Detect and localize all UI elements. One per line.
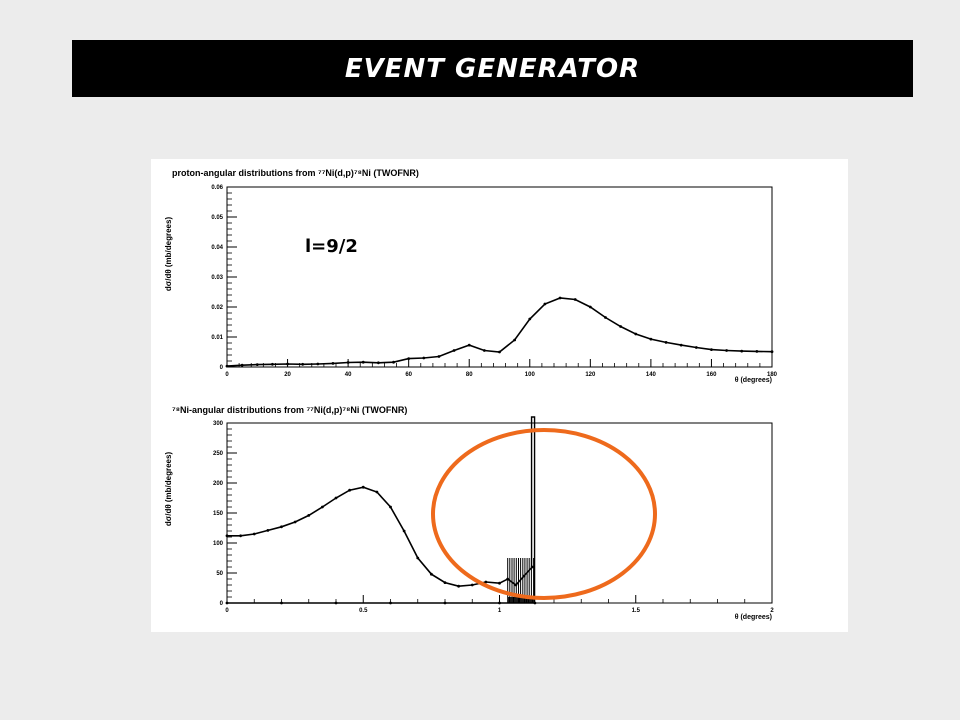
chart-panel-2 bbox=[164, 405, 774, 621]
data-point bbox=[740, 350, 743, 353]
data-point bbox=[444, 602, 447, 605]
x-tick-label: 60 bbox=[405, 372, 413, 378]
x-tick-label: 2 bbox=[770, 608, 774, 614]
data-point bbox=[301, 363, 304, 366]
data-point bbox=[403, 530, 406, 533]
data-point bbox=[271, 363, 274, 366]
data-point bbox=[226, 534, 229, 537]
y-tick-label: 150 bbox=[212, 511, 223, 517]
figure-panel bbox=[151, 159, 848, 632]
data-point bbox=[634, 333, 637, 336]
x-tick-label: 0 bbox=[225, 608, 229, 614]
chart-title: proton-angular distributions from ⁷⁷Ni(d,p)⁷⁸Ni (TWOFNR) bbox=[172, 168, 419, 178]
spin-annotation: l=9/2 bbox=[305, 236, 358, 257]
data-point bbox=[483, 349, 486, 352]
tall-spike bbox=[532, 417, 535, 603]
y-tick-label: 250 bbox=[212, 451, 223, 457]
plot-frame bbox=[227, 423, 772, 603]
data-point bbox=[407, 357, 410, 360]
data-point bbox=[226, 365, 229, 368]
x-tick-label: 1 bbox=[497, 608, 502, 614]
y-tick-label: 0 bbox=[219, 365, 223, 371]
chart-panel-1 bbox=[164, 168, 778, 384]
data-point bbox=[695, 346, 698, 349]
data-point bbox=[444, 581, 447, 584]
data-point bbox=[280, 602, 283, 605]
y-axis-label: dσ/dθ (mb/degrees) bbox=[164, 451, 173, 527]
data-point bbox=[528, 318, 531, 321]
data-point bbox=[430, 573, 433, 576]
x-tick-label: 0.5 bbox=[359, 608, 368, 614]
y-tick-label: 0.03 bbox=[211, 275, 223, 281]
data-point bbox=[665, 341, 668, 344]
data-point bbox=[422, 357, 425, 360]
x-axis-label: θ (degrees) bbox=[734, 614, 772, 621]
data-point bbox=[286, 363, 289, 366]
data-point bbox=[226, 602, 229, 605]
data-point bbox=[241, 364, 244, 367]
data-point bbox=[316, 363, 319, 366]
data-point bbox=[457, 585, 460, 588]
y-tick-label: 0.04 bbox=[211, 245, 223, 251]
data-point bbox=[471, 584, 474, 587]
y-tick-label: 300 bbox=[212, 421, 223, 427]
data-point bbox=[710, 348, 713, 351]
x-tick-label: 140 bbox=[645, 372, 656, 378]
data-point bbox=[619, 325, 622, 328]
data-point bbox=[377, 361, 380, 364]
data-point bbox=[604, 316, 607, 319]
chart-title: ⁷⁸Ni-angular distributions from ⁷⁷Ni(d,p)⁷⁸Ni (TWOFNR) bbox=[172, 405, 408, 415]
data-point bbox=[335, 602, 338, 605]
data-point bbox=[348, 489, 351, 492]
data-point bbox=[332, 362, 335, 365]
y-tick-label: 50 bbox=[216, 571, 223, 577]
x-tick-label: 1.5 bbox=[631, 608, 640, 614]
data-point bbox=[416, 557, 419, 560]
data-point bbox=[362, 361, 365, 364]
data-point bbox=[335, 497, 338, 500]
data-point bbox=[375, 491, 378, 494]
x-tick-label: 160 bbox=[706, 372, 717, 378]
x-tick-label: 20 bbox=[284, 372, 291, 378]
data-point bbox=[544, 303, 547, 306]
y-tick-label: 0 bbox=[219, 601, 223, 607]
data-point bbox=[307, 514, 310, 517]
slide-title: EVENT GENERATOR bbox=[344, 53, 641, 84]
data-point bbox=[321, 506, 324, 509]
data-series-line bbox=[227, 487, 532, 586]
x-axis-label: θ (degrees) bbox=[734, 377, 772, 384]
x-tick-label: 0 bbox=[225, 372, 229, 378]
data-series-line bbox=[227, 298, 772, 366]
data-point bbox=[771, 350, 774, 353]
data-point bbox=[589, 306, 592, 309]
y-axis-label: dσ/dθ (mb/degrees) bbox=[164, 216, 173, 292]
data-point bbox=[498, 602, 501, 605]
data-point bbox=[680, 344, 683, 347]
x-tick-label: 100 bbox=[524, 372, 535, 378]
data-point bbox=[389, 506, 392, 509]
data-point bbox=[649, 338, 652, 341]
data-point bbox=[362, 486, 365, 489]
y-tick-label: 100 bbox=[212, 541, 223, 547]
data-point bbox=[266, 529, 269, 532]
data-point bbox=[755, 350, 758, 353]
x-tick-label: 40 bbox=[344, 372, 352, 378]
highlight-ellipse bbox=[433, 430, 655, 598]
data-point bbox=[498, 351, 501, 354]
x-tick-label: 120 bbox=[585, 372, 596, 378]
data-point bbox=[468, 344, 471, 347]
y-tick-label: 0.05 bbox=[211, 215, 223, 221]
data-point bbox=[256, 363, 259, 366]
data-point bbox=[253, 533, 256, 536]
data-point bbox=[559, 297, 562, 300]
data-point bbox=[294, 521, 297, 524]
data-point bbox=[392, 361, 395, 364]
data-point bbox=[725, 349, 728, 352]
x-tick-label: 80 bbox=[465, 372, 473, 378]
y-tick-label: 0.01 bbox=[211, 335, 223, 341]
plot-frame bbox=[227, 187, 772, 367]
x-tick-label: 180 bbox=[766, 372, 778, 378]
data-point bbox=[239, 534, 242, 537]
data-point bbox=[438, 355, 441, 358]
charts-svg bbox=[151, 159, 848, 632]
y-tick-label: 200 bbox=[212, 481, 223, 487]
data-point bbox=[280, 525, 283, 528]
data-point bbox=[389, 602, 392, 605]
data-point bbox=[347, 361, 350, 364]
data-point bbox=[453, 349, 456, 352]
data-point bbox=[513, 339, 516, 342]
data-point bbox=[498, 582, 501, 585]
slide-title-bar bbox=[72, 40, 913, 97]
data-point bbox=[574, 298, 577, 301]
y-tick-label: 0.06 bbox=[211, 185, 223, 191]
y-tick-label: 0.02 bbox=[211, 305, 223, 311]
